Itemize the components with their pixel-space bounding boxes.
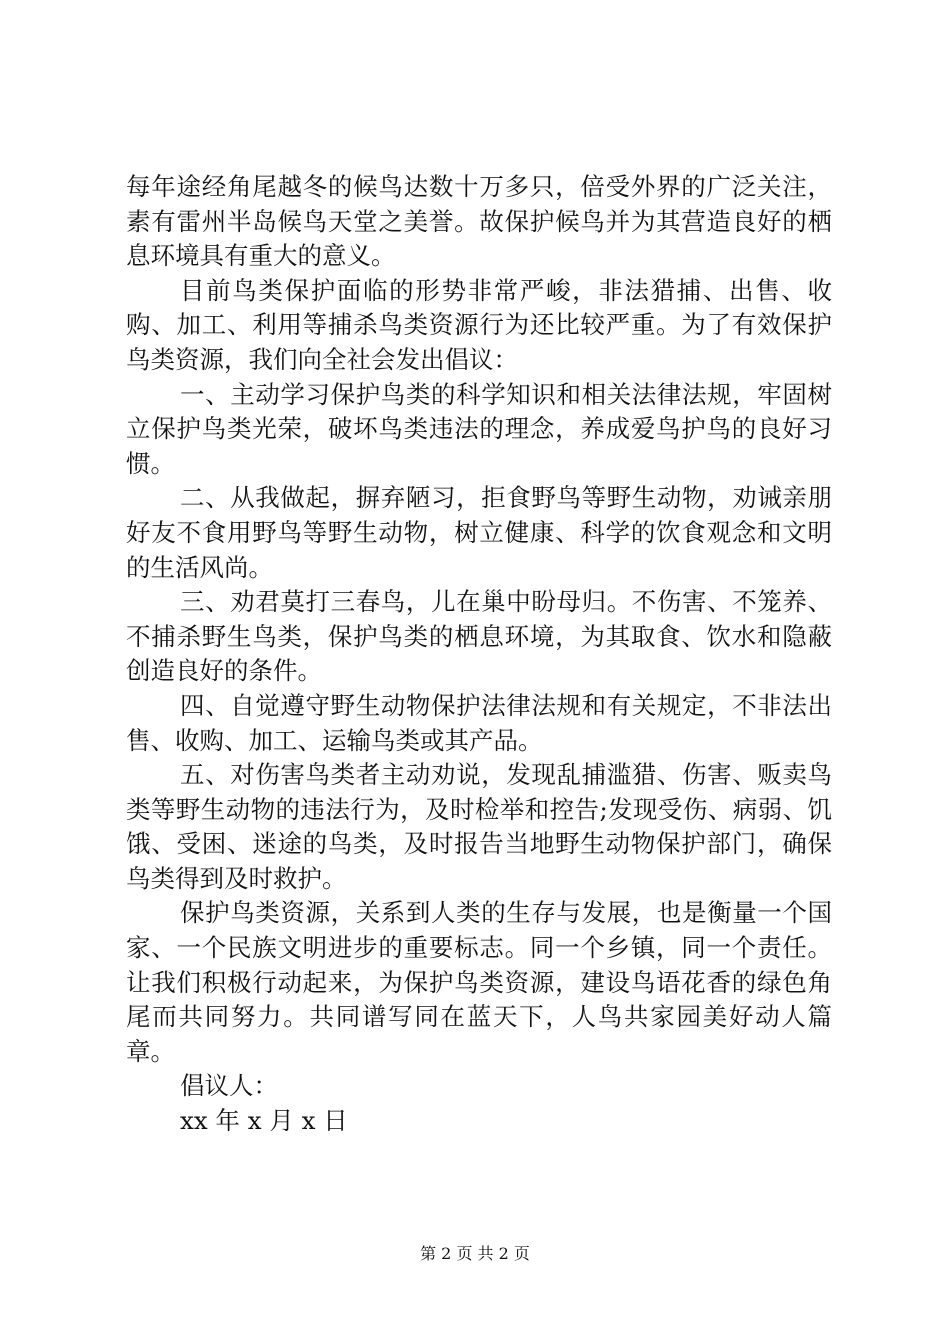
paragraph-point-4: 四、自觉遵守野生动物保护法律法规和有关规定，不非法出售、收购、加工、运输鸟类或其产品。 (126, 690, 832, 755)
paragraph-situation: 目前鸟类保护面临的形势非常严峻，非法猎捕、出售、收购、加工、利用等捕杀鸟类资源行为还比较严重。为了有效保护鸟类资源，我们向全社会发出倡议： (126, 275, 832, 374)
page-footer (0, 1244, 950, 1264)
paragraph-closing: 保护鸟类资源，关系到人类的生存与发展，也是衡量一个国家、一个民族文明进步的重要标志。同一个乡镇，同一个责任。让我们积极行动起来，为保护鸟类资源，建设鸟语花香的绿色角尾而共同努力。共同谱写同在蓝天下，人鸟共家园美好动人篇章。 (126, 898, 832, 1066)
paragraph-point-1: 一、主动学习保护鸟类的科学知识和相关法律法规，牢固树立保护鸟类光荣，破坏鸟类违法的理念，养成爱鸟护鸟的良好习惯。 (126, 379, 832, 478)
page-number: 第 2 页 共 2 页 (420, 1244, 530, 1263)
paragraph-point-3: 三、劝君莫打三春鸟，儿在巢中盼母归。不伤害、不笼养、不捕杀野生鸟类，保护鸟类的栖息环境，为其取食、饮水和隐蔽创造良好的条件。 (126, 587, 832, 686)
date-line: xx 年 x 月 x 日 (180, 1106, 348, 1136)
signatory-label: 倡议人： (180, 1071, 278, 1101)
document-body (126, 170, 832, 1139)
paragraph-point-5: 五、对伤害鸟类者主动劝说，发现乱捕滥猎、伤害、贩卖鸟类等野生动物的违法行为，及时检举和控告;发现受伤、病弱、饥饿、受困、迷途的鸟类，及时报告当地野生动物保护部门，确保鸟类得到及时救护。 (126, 760, 832, 893)
paragraph-point-2: 二、从我做起，摒弃陋习，拒食野鸟等野生动物，劝诫亲朋好友不食用野鸟等野生动物，树立健康、科学的饮食观念和文明的生活风尚。 (126, 483, 832, 582)
paragraph-intro: 每年途经角尾越冬的候鸟达数十万多只，倍受外界的广泛关注，素有雷州半岛候鸟天堂之美誉。故保护候鸟并为其营造良好的栖息环境具有重大的意义。 (126, 172, 832, 271)
